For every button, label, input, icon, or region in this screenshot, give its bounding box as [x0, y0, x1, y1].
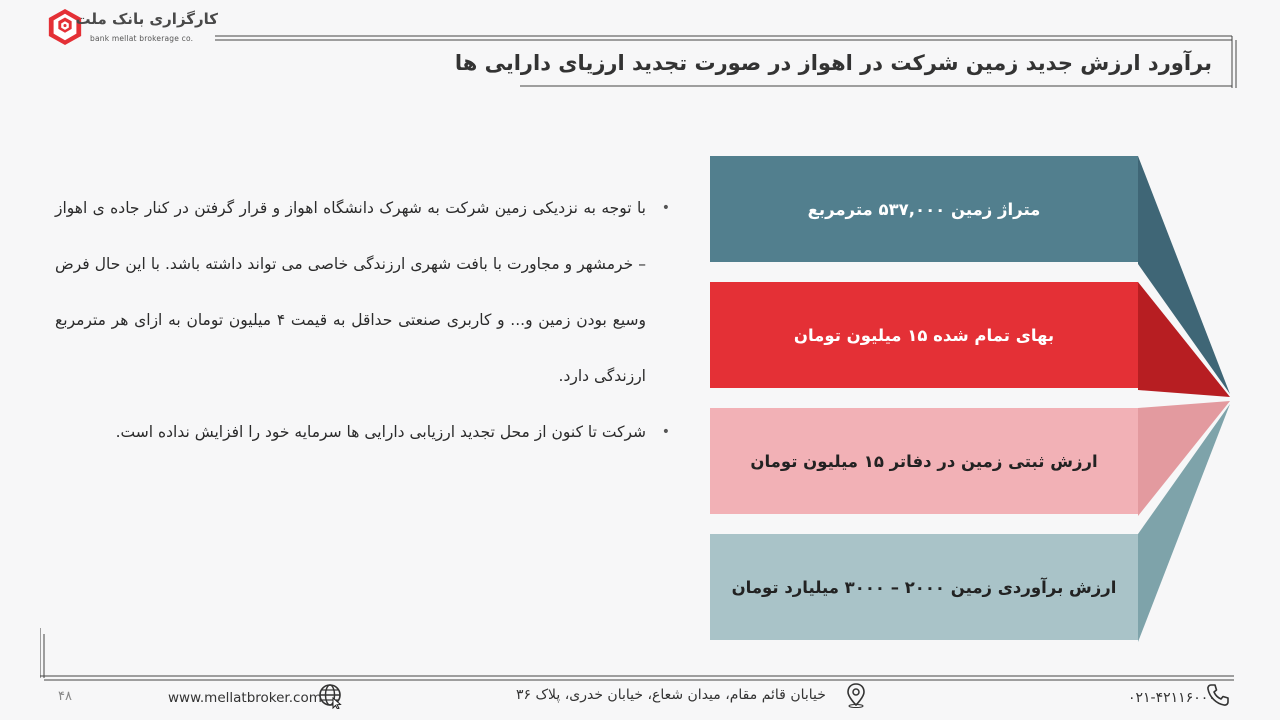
footer-frame	[40, 628, 1240, 688]
address-text: خیابان قائم مقام، میدان شعاع، خیابان خدری، پلاک ۳۶	[516, 687, 826, 703]
logo-text-en: bank mellat brokerage co.	[90, 34, 194, 43]
funnel-step-estimated-value	[710, 534, 1138, 640]
funnel-step-cost-price	[710, 282, 1138, 388]
bullet-item	[55, 180, 670, 404]
brand-logo[interactable]	[44, 6, 224, 48]
location-pin-icon	[845, 682, 867, 708]
website-link[interactable]: www.mellatbroker.com	[168, 690, 322, 706]
bullet-dot: •	[661, 200, 670, 216]
funnel-step-label: متراژ زمین ۵۳۷,۰۰۰ مترمربع	[807, 199, 1041, 219]
page-title: برآورد ارزش جدید زمین شرکت در اهواز در صورت تجدید ارزیای دارایی ها	[454, 51, 1212, 75]
funnel-step-label: بهای تمام شده ۱۵ میلیون تومان	[793, 325, 1055, 345]
bullet-dot: •	[661, 424, 670, 440]
funnel-diagram	[708, 154, 1238, 644]
funnel-step-book-value	[710, 408, 1138, 514]
bullet-text: شرکت تا کنون از محل تجدید ارزیابی دارایی ها سرمایه خود را افزایش نداده است.	[115, 423, 646, 441]
bullet-list	[55, 180, 670, 460]
phone-icon	[1205, 682, 1231, 708]
globe-icon	[318, 683, 344, 709]
logo-text-fa: کارگزاری بانک ملت	[75, 10, 218, 28]
bullet-item	[55, 404, 670, 460]
bullet-text: با توجه به نزدیکی زمین شرکت به شهرک دانشگاه اهواز و قرار گرفتن در کنار جاده ی اهواز – خرمشهر و مجاورت با بافت شهری ارزندگی خاصی می تواند داشته باشد. با این حال فرض وسیع بودن زمین و... و کاربری صنعتی حداقل به قیمت ۴ میلیون تومان به ازای هر مترمربع ارزندگی دارد.	[55, 199, 647, 385]
funnel-step-label: ارزش برآوردی زمین ۲۰۰۰ – ۳۰۰۰ میلیارد تومان	[731, 577, 1117, 597]
funnel-step-land-area	[710, 156, 1138, 262]
funnel-step-label: ارزش ثبتی زمین در دفاتر ۱۵ میلیون تومان	[750, 451, 1098, 471]
page-number: ۴۸	[58, 689, 72, 704]
phone-number[interactable]: ۰۲۱-۴۲۱۱۶۰۰۰	[1128, 690, 1216, 706]
